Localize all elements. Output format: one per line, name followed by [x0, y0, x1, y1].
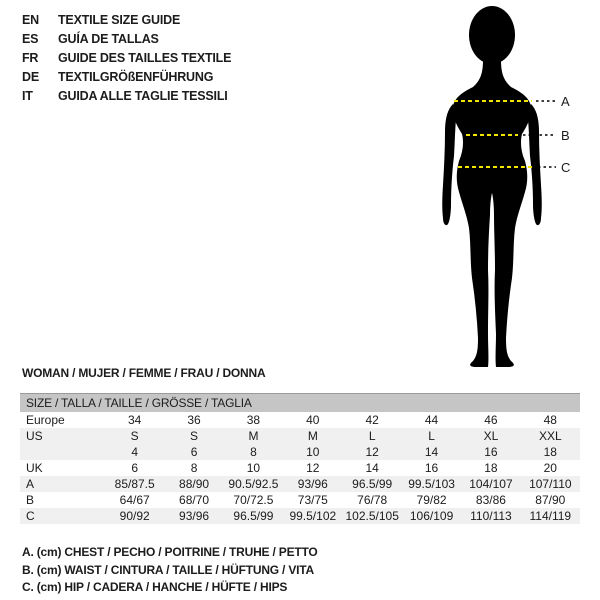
size-cell: 96.5/99: [233, 509, 274, 523]
size-table: [20, 393, 580, 524]
size-table-header: SIZE / TALLA / TAILLE / GRÖSSE / TAGLIA: [20, 393, 580, 412]
section-title: WOMAN / MUJER / FEMME / FRAU / DONNA: [22, 366, 266, 380]
language-row: [22, 87, 231, 106]
size-cell: M: [307, 429, 318, 443]
size-cell: L: [368, 429, 376, 443]
legend-line: A. (cm) CHEST / PECHO / POITRINE / TRUHE / PETTO: [22, 545, 318, 559]
size-cell: 8: [190, 461, 198, 475]
language-row: [22, 30, 231, 49]
table-row: [20, 476, 580, 492]
size-table-body: [20, 412, 580, 524]
language-row: [22, 11, 231, 30]
size-cell: 99.5/103: [408, 477, 455, 491]
size-cell: 48: [543, 413, 557, 427]
size-cell: XXL: [538, 429, 562, 443]
silhouette-body: [453, 60, 532, 367]
size-cell: 40: [306, 413, 320, 427]
legend-line: B. (cm) WAIST / CINTURA / TAILLE / HÜFTUNG / VITA: [22, 562, 314, 577]
row-label: [20, 444, 105, 460]
language-code: DE: [22, 70, 39, 84]
language-row: [22, 49, 231, 68]
size-cell: S: [130, 429, 139, 443]
size-cell: S: [190, 429, 199, 443]
size-cell: 107/110: [529, 477, 572, 491]
size-cell: 85/87.5: [114, 477, 155, 491]
size-cell: 90/92: [119, 509, 150, 523]
language-code: EN: [22, 13, 39, 27]
size-cell: 14: [424, 445, 439, 459]
size-cell: 104/107: [469, 477, 513, 491]
marker-c-label: C: [561, 160, 571, 175]
size-cell: 6: [190, 445, 198, 459]
silhouette-left-arm: [442, 104, 457, 225]
size-cell: 36: [187, 413, 201, 427]
size-cell: 96.5/99: [352, 477, 393, 491]
size-cell: 64/67: [119, 493, 150, 507]
table-row: [20, 412, 580, 428]
size-cell: 8: [250, 445, 257, 459]
table-row: [20, 460, 580, 476]
row-label: US: [26, 429, 43, 443]
size-cell: 79/82: [416, 493, 447, 507]
language-label: TEXTILGRÖßENFÜHRUNG: [58, 70, 214, 84]
size-cell: 83/86: [475, 493, 506, 507]
language-code: FR: [22, 51, 39, 65]
size-cell: 42: [365, 413, 379, 427]
language-label: GUÍA DE TALLAS: [58, 32, 159, 46]
size-cell: 12: [306, 461, 320, 475]
size-cell: 87/90: [535, 493, 566, 507]
language-label: GUIDA ALLE TAGLIE TESSILI: [58, 89, 228, 103]
size-cell: 68/70: [179, 493, 210, 507]
language-label: TEXTILE SIZE GUIDE: [58, 13, 181, 27]
size-cell: 90.5/92.5: [228, 477, 279, 491]
size-cell: 44: [424, 413, 439, 427]
woman-silhouette-figure: [430, 0, 600, 380]
table-row: [20, 428, 580, 444]
size-cell: L: [428, 429, 435, 443]
legend: [22, 544, 318, 597]
size-cell: 88/90: [179, 477, 210, 491]
marker-b-label: B: [561, 128, 570, 143]
size-cell: 18: [484, 461, 498, 475]
silhouette-right-arm: [527, 104, 542, 225]
size-cell: XL: [483, 429, 499, 443]
row-label: B: [26, 493, 35, 507]
size-cell: 16: [484, 445, 498, 459]
language-code: ES: [22, 32, 39, 46]
size-cell: 76/78: [357, 493, 388, 507]
legend-line: C. (cm) HIP / CADERA / HANCHE / HÜFTE / HIPS: [22, 580, 288, 594]
size-cell: 10: [306, 445, 320, 459]
size-cell: 102.5/105: [345, 509, 399, 523]
table-row: [20, 508, 580, 524]
row-label: Europe: [26, 413, 65, 427]
marker-a-label: A: [561, 94, 570, 109]
size-cell: 93/96: [179, 509, 210, 523]
size-cell: 99.5/102: [289, 509, 337, 523]
table-row: [20, 444, 580, 460]
size-cell: 73/75: [297, 493, 328, 507]
row-label: UK: [26, 461, 43, 475]
size-cell: 38: [246, 413, 261, 427]
language-code: IT: [22, 89, 33, 103]
row-label: C: [26, 509, 35, 523]
size-cell: 34: [128, 413, 142, 427]
size-cell: 12: [365, 445, 379, 459]
language-label: GUIDE DES TAILLES TEXTILE: [58, 51, 232, 65]
size-cell: 18: [543, 445, 557, 459]
size-cell: 70/72.5: [233, 493, 274, 507]
size-cell: 4: [131, 445, 139, 459]
language-row: [22, 68, 231, 87]
size-cell: 106/109: [409, 509, 454, 523]
size-cell: 6: [131, 461, 139, 475]
language-list: [22, 11, 231, 106]
size-cell: 110/113: [470, 509, 512, 523]
size-cell: 114/119: [529, 509, 572, 523]
size-cell: 93/96: [297, 477, 328, 491]
silhouette-head: [469, 6, 515, 64]
size-cell: 16: [424, 461, 439, 475]
size-cell: 46: [484, 413, 498, 427]
size-cell: 14: [365, 461, 379, 475]
size-cell: M: [248, 429, 259, 443]
size-cell: 20: [543, 461, 557, 475]
table-row: [20, 492, 580, 508]
row-label: A: [26, 477, 35, 491]
size-cell: 10: [246, 461, 261, 475]
